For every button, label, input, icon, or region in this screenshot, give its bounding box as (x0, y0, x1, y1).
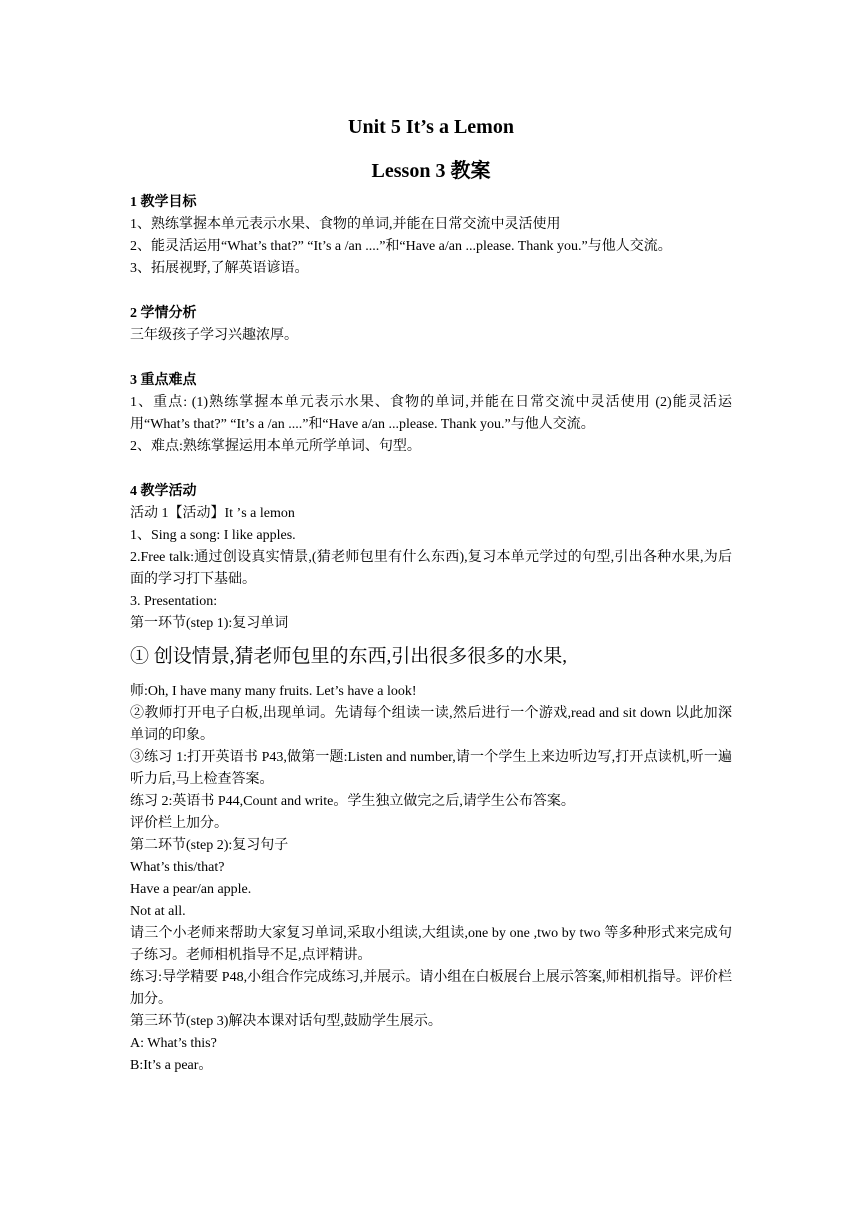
paragraph: Not at all. (130, 904, 186, 919)
paragraph: 3. Presentation: (130, 594, 218, 609)
section-heading: 2 学情分析 (130, 306, 197, 321)
paragraph: 1、Sing a song: I like apples. (130, 528, 296, 543)
document-title: Unit 5 It’s a Lemon (348, 116, 514, 138)
section-heading: 4 教学活动 (130, 484, 197, 499)
paragraph: 第一环节(step 1):复习单词 (130, 616, 289, 631)
paragraph: 评价栏上加分。 (130, 816, 228, 831)
section-heading: 3 重点难点 (130, 373, 197, 388)
section-key-difficult-points (130, 370, 732, 458)
paragraph: 2.Free talk:通过创设真实情景,(猜老师包里有什么东西),复习本单元学过的句型,引出各种水果,为后面的学习打下基础。 (130, 550, 732, 587)
paragraph: 2、难点:熟练掌握运用本单元所学单词、句型。 (130, 439, 421, 454)
section-teaching-activities (130, 481, 732, 1077)
paragraph: 活动 1【活动】It ʼs a lemon (130, 506, 295, 521)
paragraph: 练习 2:英语书 P44,Count and write。学生独立做完之后,请学生公布答案。 (130, 794, 575, 809)
paragraph: 练习:导学精要 P48,小组合作完成练习,并展示。请小组在白板展台上展示答案,师相机指导。评价栏加分。 (130, 970, 732, 1007)
paragraph: B:It’s a pear。 (130, 1058, 213, 1073)
paragraph: Have a pear/an apple. (130, 882, 252, 897)
section-heading: 1 教学目标 (130, 195, 197, 210)
paragraph: ③练习 1:打开英语书 P43,做第一题:Listen and number,请一个学生上来边听边写,打开点读机,听一遍听力后,马上检查答案。 (130, 750, 732, 787)
paragraph: 三年级孩子学习兴趣浓厚。 (130, 328, 298, 343)
paragraph: 请三个小老师来帮助大家复习单词,采取小组读,大组读,one by one ,two by two 等多种形式来完成句子练习。老师相机指导不足,点评精讲。 (130, 926, 732, 963)
paragraph: 1、熟练掌握本单元表示水果、食物的单词,并能在日常交流中灵活使用 (130, 217, 561, 232)
section-teaching-objectives (130, 192, 732, 280)
emphasized-paragraph: ① 创设情景,猜老师包里的东西,引出很多很多的水果, (130, 646, 568, 667)
paragraph: 第二环节(step 2):复习句子 (130, 838, 289, 853)
document-subtitle: Lesson 3 教案 (371, 160, 491, 182)
paragraph: 师:Oh, I have many many fruits. Let’s have a look! (130, 684, 417, 699)
paragraph: 3、拓展视野,了解英语谚语。 (130, 261, 309, 276)
paragraph: A: What’s this? (130, 1036, 217, 1051)
paragraph: ②教师打开电子白板,出现单词。先请每个组读一读,然后进行一个游戏,read and sit down 以此加深单词的印象。 (130, 706, 732, 743)
paragraph: What’s this/that? (130, 860, 225, 875)
section-student-analysis (130, 303, 732, 347)
paragraph: 第三环节(step 3)解决本课对话句型,鼓励学生展示。 (130, 1014, 442, 1029)
document-page (130, 112, 732, 1077)
paragraph: 2、能灵活运用“What’s that?” “It’s a /an ....”和“Have a/an ...please. Thank you.”与他人交流。 (130, 239, 672, 254)
paragraph: 1、重点: (1)熟练掌握本单元表示水果、食物的单词,并能在日常交流中灵活使用 (2)能灵活运用“What’s that?” “It’s a /an ....”和“Have a/an ...please. Thank you.”与他人交流。 (130, 395, 732, 432)
